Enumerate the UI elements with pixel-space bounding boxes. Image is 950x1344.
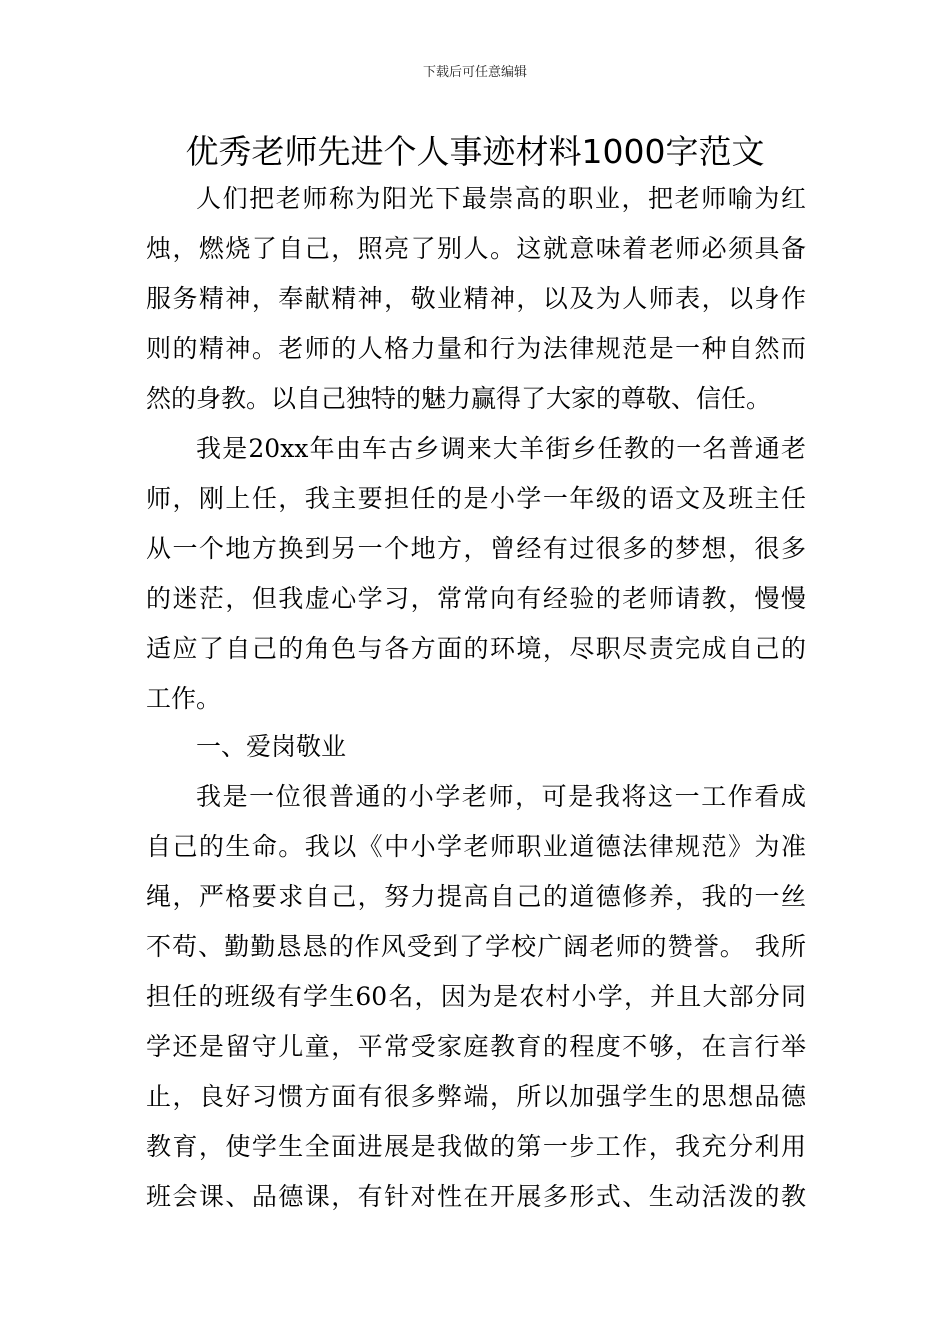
- body-line: 师，刚上任，我主要担任的是小学一年级的语文及班主任: [146, 484, 806, 513]
- body-line: 学还是留守儿童，平常受家庭教育的程度不够，在言行举: [146, 1032, 806, 1061]
- body-line: 工作。: [146, 684, 222, 713]
- body-line: 人们把老师称为阳光下最崇高的职业，把老师喻为红: [196, 184, 806, 213]
- document-title: 优秀老师先进个人事迹材料1000字范文: [185, 132, 765, 171]
- body-line: 教育，使学生全面进展是我做的第一步工作，我充分利用: [146, 1132, 806, 1161]
- body-line: 然的身教。以自己独特的魅力赢得了大家的尊敬、信任。: [146, 384, 772, 413]
- body-line: 从一个地方换到另一个地方，曾经有过很多的梦想，很多: [146, 534, 806, 563]
- body-line: 我是一位很普通的小学老师，可是我将这一工作看成: [196, 782, 806, 811]
- section-heading: 一、爱岗敬业: [196, 732, 347, 761]
- body-line: 服务精神，奉献精神，敬业精神，以及为人师表，以身作: [146, 284, 806, 313]
- body-line: 自己的生命。我以《中小学老师职业道德法律规范》为准: [146, 832, 806, 861]
- download-note: 下载后可任意编辑: [422, 65, 527, 80]
- body-line: 班会课、品德课，有针对性在开展多形式、生动活泼的教: [146, 1182, 806, 1211]
- body-line: 烛，燃烧了自己，照亮了别人。这就意味着老师必须具备: [146, 234, 806, 263]
- body-line: 适应了自己的角色与各方面的环境，尽职尽责完成自己的: [146, 634, 806, 663]
- body-line: 绳，严格要求自己，努力提高自己的道德修养，我的一丝: [146, 882, 806, 911]
- body-line: 担任的班级有学生60名，因为是农村小学，并且大部分同: [146, 982, 806, 1011]
- body-line: 止，良好习惯方面有很多弊端，所以加强学生的思想品德: [146, 1082, 806, 1111]
- body-line: 我是20xx年由车古乡调来大羊街乡任教的一名普通老: [196, 434, 806, 463]
- body-line: 不苟、勤勤恳恳的作风受到了学校广阔老师的赞誉。 我所: [146, 932, 806, 961]
- body-line: 的迷茫，但我虚心学习，常常向有经验的老师请教，慢慢: [146, 584, 806, 613]
- body-line: 则的精神。老师的人格力量和行为法律规范是一种自然而: [146, 334, 806, 363]
